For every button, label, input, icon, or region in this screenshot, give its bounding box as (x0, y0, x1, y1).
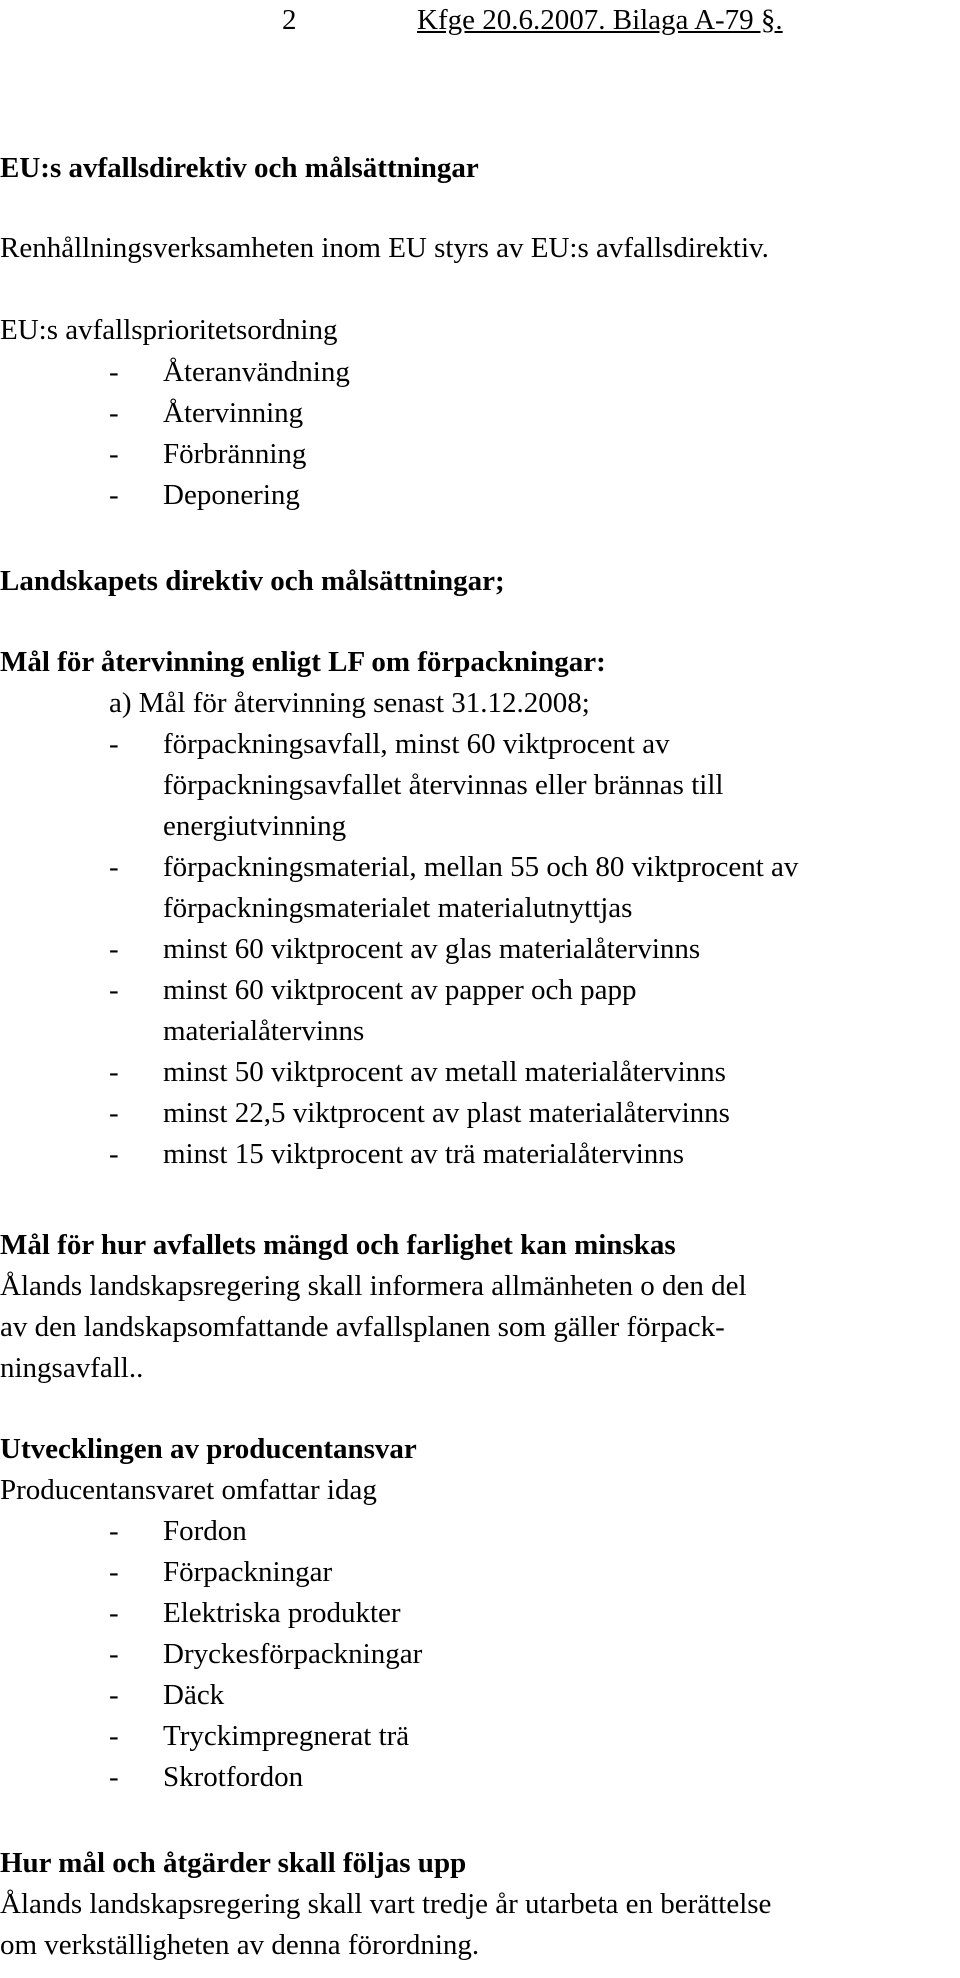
paragraph-followup: Ålands landskapsregering skall vart tredje år utarbeta en berättelse (0, 1888, 772, 1920)
paragraph-eu-intro: Renhållningsverksamheten inom EU styrs av EU:s avfallsdirektiv. (0, 232, 769, 264)
heading-landskap: Landskapets direktiv och målsättningar; (0, 565, 505, 597)
document-reference: Kfge 20.6.2007. Bilaga A-79 §. (417, 4, 783, 36)
paragraph-reduce: ningsavfall.. (0, 1352, 144, 1384)
paragraph-reduce: av den landskapsomfattande avfallsplanen som gäller förpack- (0, 1311, 725, 1343)
paragraph-producer-intro: Producentansvaret omfattar idag (0, 1474, 377, 1506)
heading-producer: Utvecklingen av producentansvar (0, 1433, 417, 1465)
priority-heading: EU:s avfallsprioritetsordning (0, 314, 338, 346)
subheading-target-date: a) Mål för återvinning senast 31.12.2008; (109, 687, 590, 719)
heading-reduce: Mål för hur avfallets mängd och farlighet kan minskas (0, 1229, 676, 1261)
paragraph-followup: om verkställigheten av denna förordning. (0, 1929, 480, 1961)
heading-eu-directive: EU:s avfallsdirektiv och målsättningar (0, 152, 479, 184)
page-number: 2 (282, 4, 297, 36)
heading-lf-recycling: Mål för återvinning enligt LF om förpackningar: (0, 646, 606, 678)
paragraph-reduce: Ålands landskapsregering skall informera allmänheten o den del (0, 1270, 747, 1302)
heading-followup: Hur mål och åtgärder skall följas upp (0, 1847, 467, 1879)
